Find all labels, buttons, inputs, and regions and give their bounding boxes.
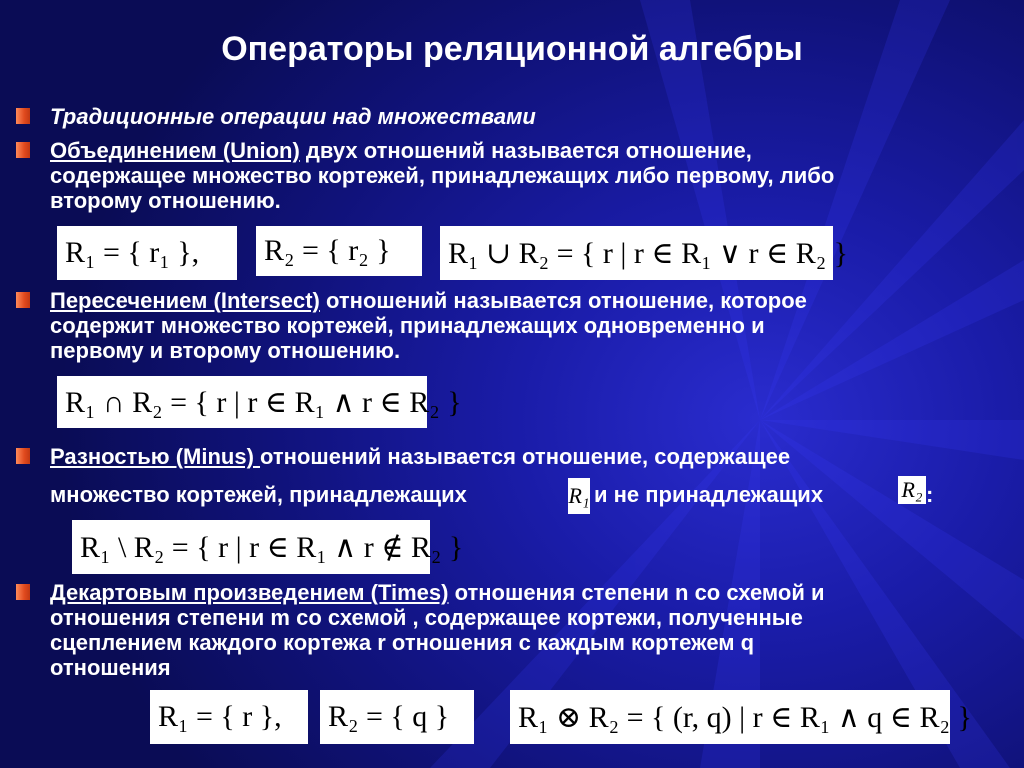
union-term: Объединением (Union): [50, 138, 300, 163]
bullet-icon: [16, 584, 30, 600]
section-heading: Традиционные операции над множествами: [50, 104, 536, 129]
formula-r2-set-q: R₂ = { q }: [320, 690, 474, 744]
times-term: Декартовым произведением (Times): [50, 580, 449, 605]
formula-r2-set: R₂ = { r₂ }: [256, 226, 422, 276]
formula-minus: R₁ \ R₂ = { r | r ∈ R₁ ∧ r ∉ R₂ }: [72, 520, 430, 574]
minus-paragraph: Разностью (Minus) отношений называется отношение, содержащее: [50, 444, 791, 469]
minus-line2: множество кортежей, принадлежащих: [50, 482, 467, 507]
intersect-paragraph: Пересечением (Intersect) отношений называется отношение, которое содержит множество кортежей, принадлежащих одновременно и первому и второму отношению.: [50, 288, 807, 363]
formula-r1-set-r: R₁ = { r },: [150, 690, 308, 744]
times-paragraph: Декартовым произведением (Times) отношения степени n со схемой и отношения степени m со схемой , содержащее кортежи, полученные сцеплением каждого кортежа r отношения с каждым кортежем q отношения: [50, 580, 825, 680]
bullet-icon: [16, 108, 30, 124]
formula-intersect: R₁ ∩ R₂ = { r | r ∈ R₁ ∧ r ∈ R₂ }: [57, 376, 427, 428]
slide-title: Операторы реляционной алгебры: [221, 30, 803, 68]
bullet-icon: [16, 142, 30, 158]
intersect-term: Пересечением (Intersect): [50, 288, 320, 313]
union-paragraph: Объединением (Union) двух отношений называется отношение, содержащее множество кортежей, принадлежащих либо первому, либо второму отношению.: [50, 138, 835, 213]
r1-symbol: R₁: [568, 478, 590, 514]
r2-symbol: R₂: [898, 476, 926, 504]
minus-term: Разностью (Minus): [50, 444, 261, 469]
bullet-icon: [16, 292, 30, 308]
formula-r1-set: R₁ = { r₁ },: [57, 226, 237, 280]
formula-times: R₁ ⊗ R₂ = { (r, q) | r ∈ R₁ ∧ q ∈ R₂ }: [510, 690, 950, 744]
minus-line2-mid: и не принадлежащих: [594, 482, 824, 507]
minus-line2-end: :: [926, 482, 934, 507]
formula-union: R₁ ∪ R₂ = { r | r ∈ R₁ ∨ r ∈ R₂ }: [440, 226, 833, 280]
bullet-icon: [16, 448, 30, 464]
